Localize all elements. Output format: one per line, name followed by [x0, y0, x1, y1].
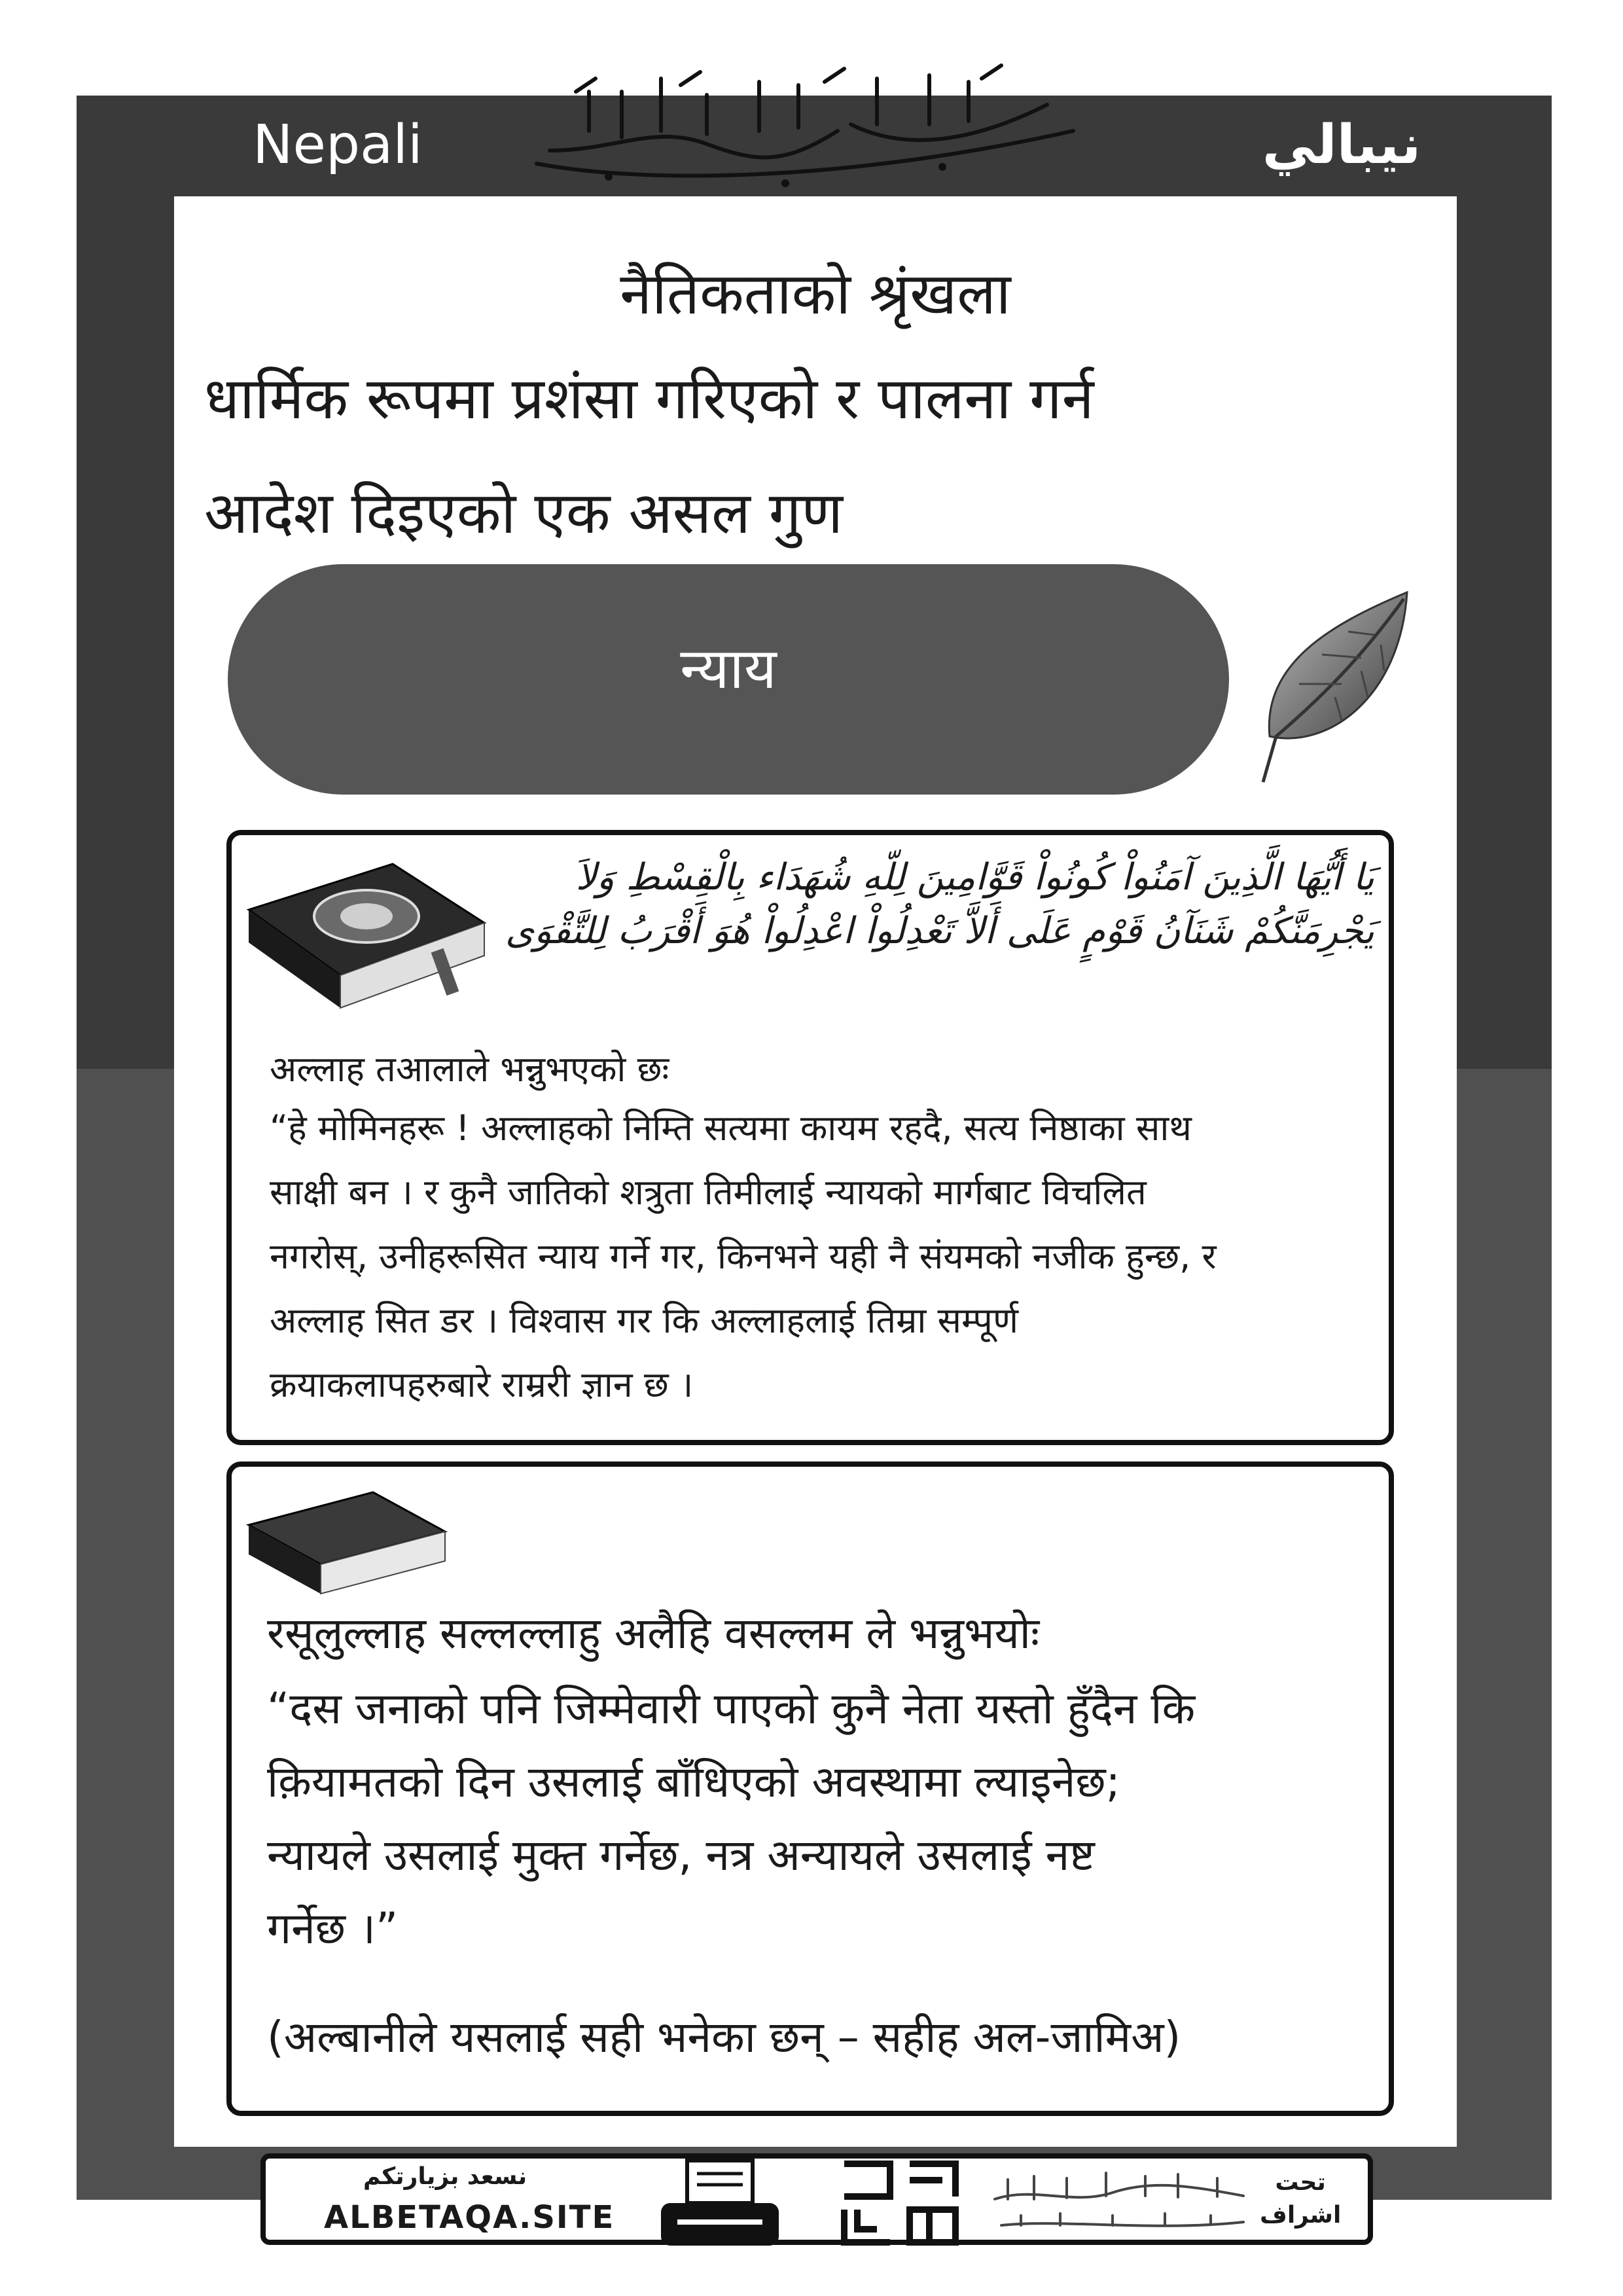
arabic-line-1: يَا أَيُّهَا الَّذِينَ آمَنُواْ كُونُواْ قَوَّامِينَ لِلّهِ شُهَدَاء بِالْقِسْطِ وَلاَ — [575, 856, 1374, 899]
translation-line: “हे मोमिनहरू ! अल्लाहको निम्ति सत्यमा कायम रहदै, सत्य निष्ठाका साथ — [270, 1107, 1192, 1149]
leaf-icon — [1250, 586, 1420, 795]
welcome-text: نسعد بزيارتكم — [363, 2163, 527, 2190]
supervision-label — [1260, 2166, 1341, 2232]
topic-banner — [228, 564, 1229, 795]
quran-intro: अल्लाह तआलाले भन्नुभएको छः — [270, 1049, 669, 1090]
hadith-line: “दस जनाको पनि जिम्मेवारी पाएको कुनै नेता यस्तो हुँदैन कि — [267, 1683, 1196, 1734]
quran-verse-arabic — [471, 851, 1374, 958]
topic-label: न्याय — [680, 636, 777, 702]
language-label-arabic: نيبالي — [1132, 96, 1551, 194]
hadith-text — [267, 1672, 1380, 1965]
translation-line: अल्लाह सित डर । विश्वास गर कि अल्लाहलाई तिम्रा सम्पूर्ण — [270, 1300, 1018, 1341]
translation-line: नगरोस्, उनीहरूसित न्याय गर्ने गर, किनभने यही नै संयमको नजीक हुन्छ, र — [270, 1236, 1217, 1277]
association-logo — [982, 2160, 1257, 2245]
basmala-calligraphy — [510, 52, 1099, 203]
subtitle-line-2: आदेश दिइएको एक असल गुण — [204, 479, 843, 547]
series-title: नैतिकताको श्रृंखला — [620, 260, 1011, 327]
quran-book-icon — [242, 851, 491, 1014]
language-label-english: Nepali — [181, 96, 495, 194]
translation-line: साक्षी बन । र कुनै जातिको शत्रुता तिमीलाई न्यायको मार्गबाट विचलित — [270, 1172, 1147, 1213]
hadith-line: क़ियामतको दिन उसलाई बाँधिएको अवस्थामा ल्याइनेछ; — [267, 1757, 1120, 1807]
hadith-line: गर्नेछ ।” — [267, 1903, 399, 1954]
website-link[interactable]: ALBETAQA.SITE — [324, 2199, 615, 2236]
printer-icon — [658, 2157, 782, 2249]
supervision-line-2: اشراف — [1260, 2202, 1342, 2229]
dawah-logo — [838, 2157, 962, 2249]
translation-line: क्रयाकलापहरुबारे राम्ररी ज्ञान छ । — [270, 1364, 694, 1405]
hadith-intro: रसूलुल्लाह सल्लल्लाहु अलैहि वसल्लम ले भन्नुभयोः — [267, 1608, 1040, 1659]
quran-translation — [270, 1096, 1382, 1417]
subtitle-line-1: धार्मिक रूपमा प्रशंसा गरिएको र पालना गर्न — [204, 365, 1094, 432]
supervision-line-1: تحت — [1275, 2169, 1326, 2196]
book-icon — [242, 1486, 452, 1597]
hadith-reference: (अल्बानीले यसलाई सही भनेका छन् – सहीह अल-जामिअ) — [267, 2012, 1181, 2062]
hadith-line: न्यायले उसलाई मुक्त गर्नेछ, नत्र अन्यायले उसलाई नष्ट — [267, 1830, 1095, 1880]
arabic-line-2: يَجْرِمَنَّكُمْ شَنَآنُ قَوْمٍ عَلَى أَلاَّ تَعْدِلُواْ اعْدِلُواْ هُوَ أَقْرَبُ لِلتَّقْوَى — [505, 910, 1374, 952]
